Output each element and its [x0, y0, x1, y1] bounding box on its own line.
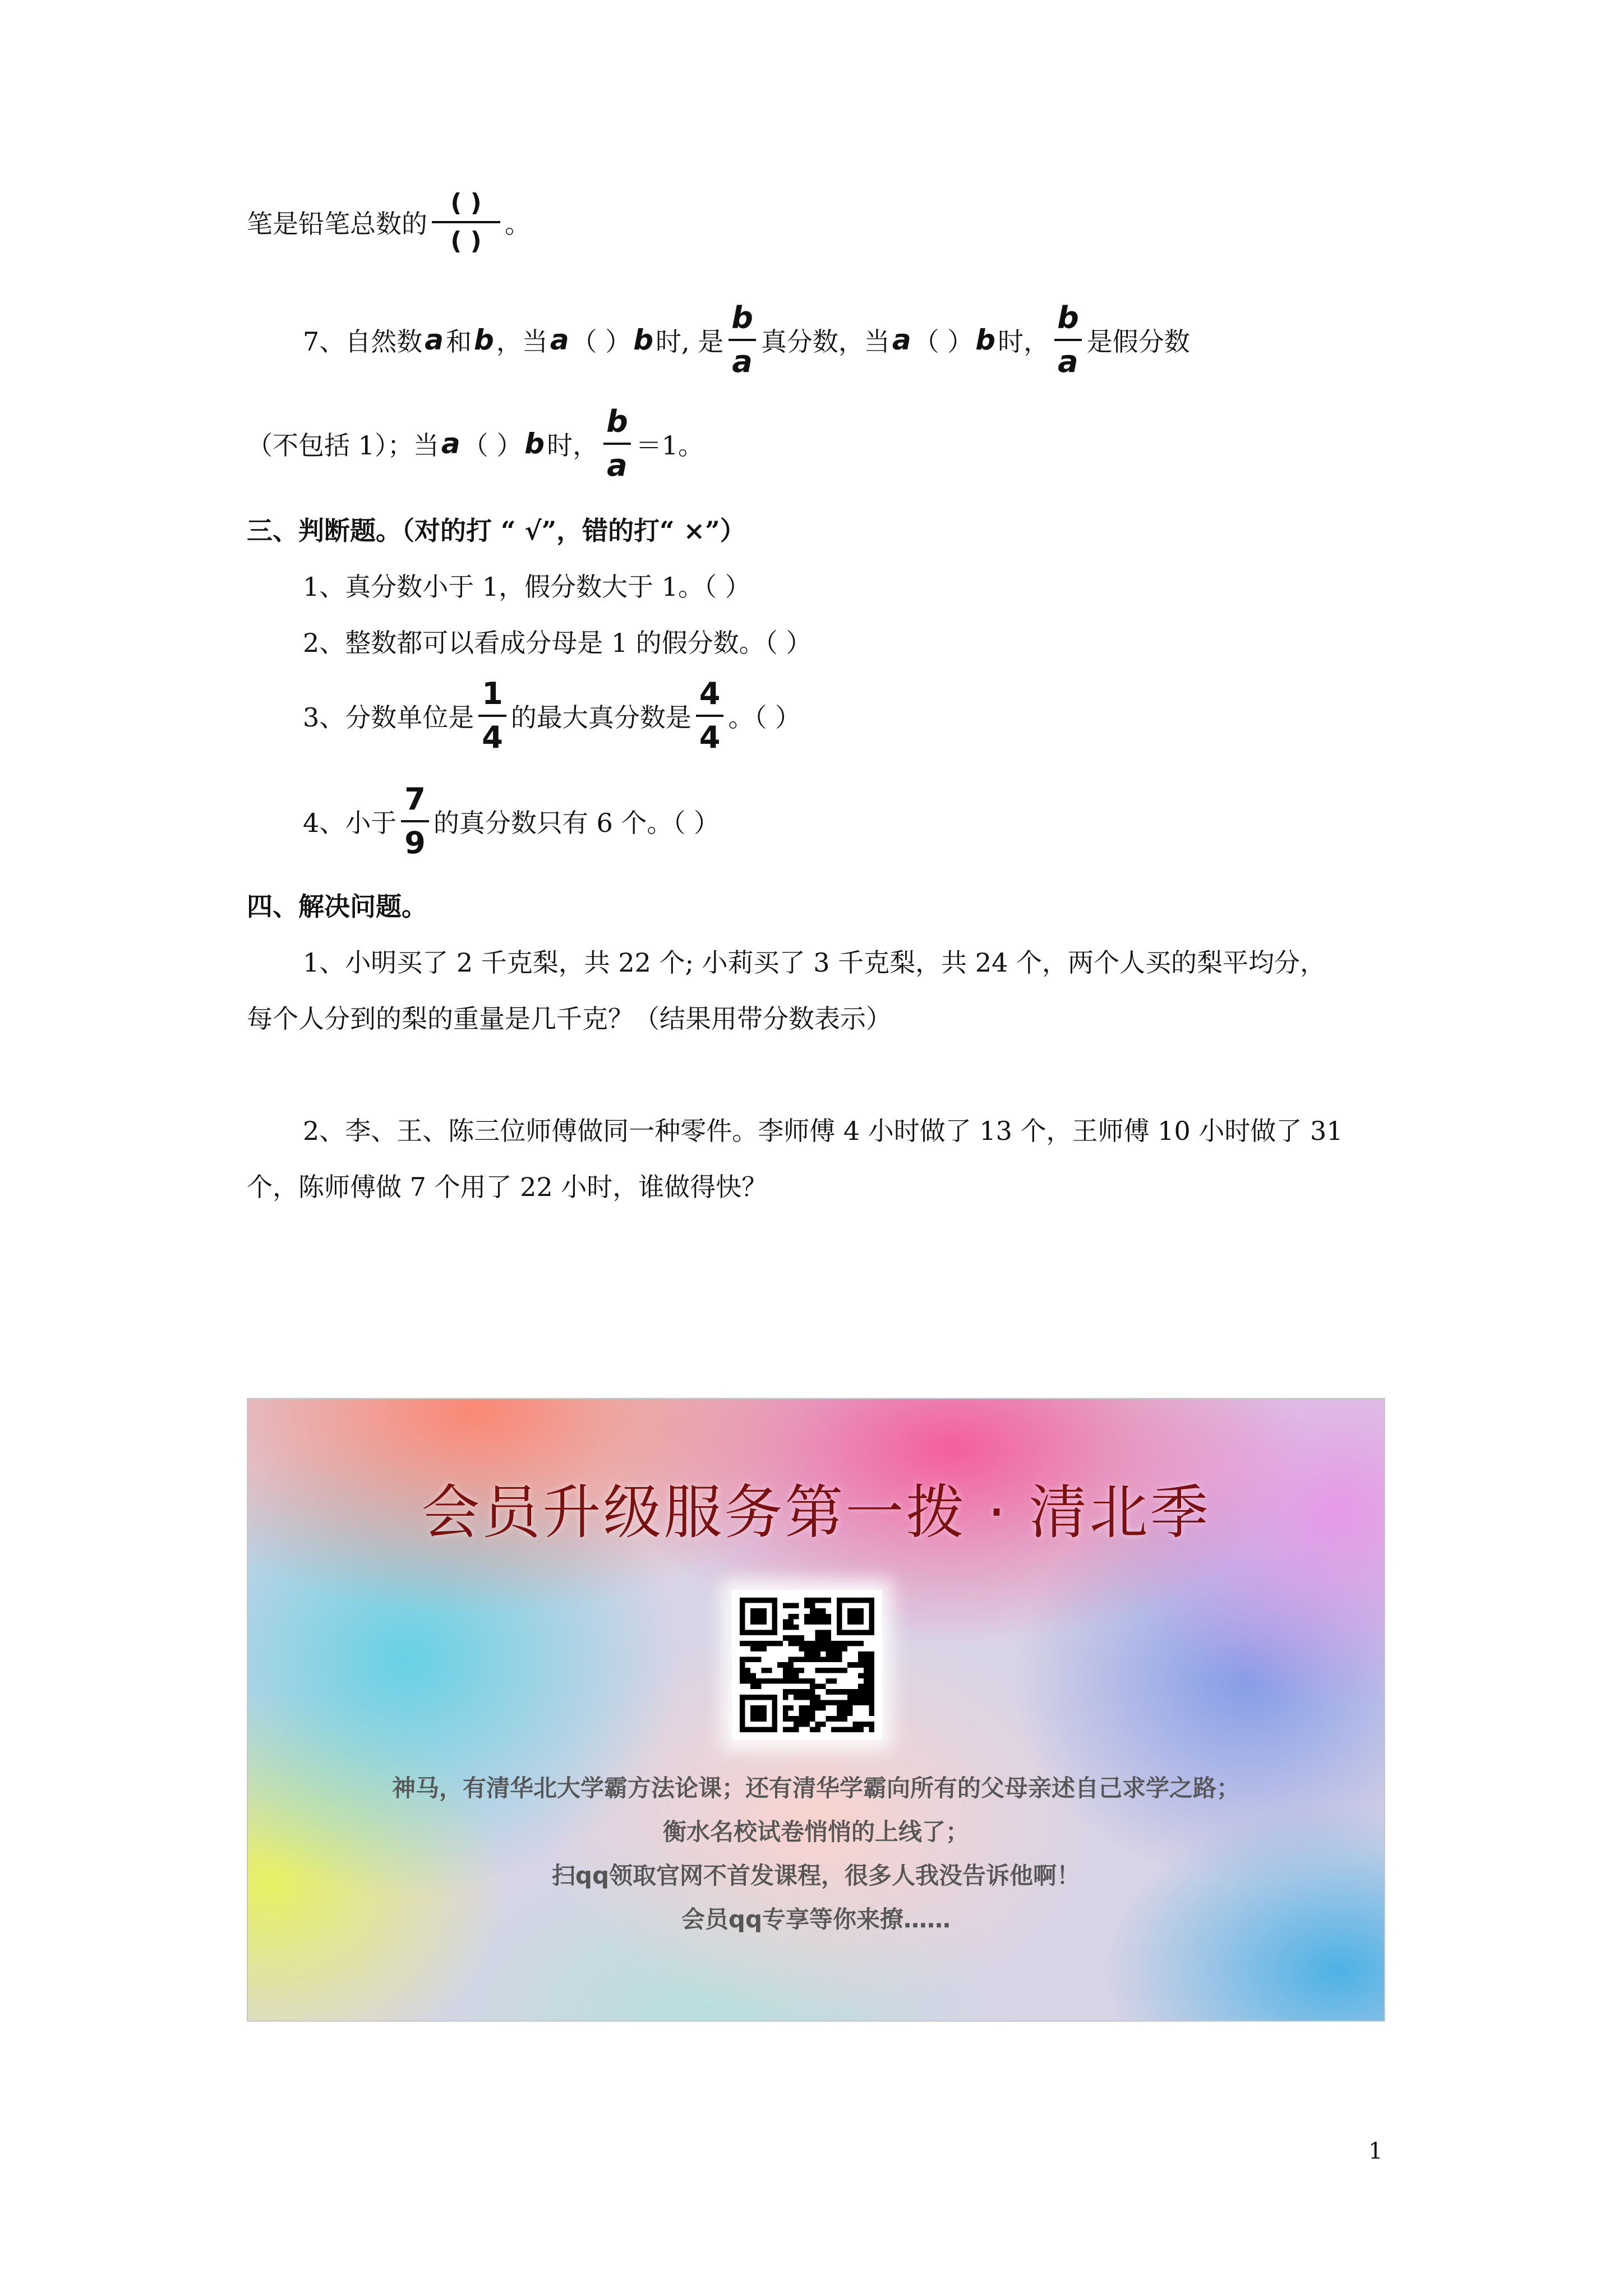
judge-item-4	[303, 781, 720, 861]
var-b: b	[633, 324, 653, 356]
fraction-numerator: 7	[404, 781, 426, 817]
fraction-b-over-a	[1054, 300, 1082, 379]
q7-text: 真分数，当	[760, 326, 890, 357]
q7-line2	[247, 404, 704, 483]
fraction-numerator: b	[606, 404, 628, 439]
blank-fraction	[432, 188, 500, 255]
q7-text: 时, 是	[656, 326, 724, 357]
fraction-denominator: a	[603, 443, 630, 481]
banner-line: 扫qq领取官网不首发课程，很多人我没告诉他啊！	[551, 1862, 1081, 1889]
blank-numerator: ( )	[450, 188, 482, 217]
q6-tail-text: 笔是铅笔总数的	[247, 209, 427, 239]
var-a: a	[892, 324, 911, 356]
q7-text: ＝1。	[635, 430, 704, 461]
item-text: 的最大真分数是	[510, 702, 691, 733]
section3-heading: 三、判断题。（对的打 “ √”，错的打“ ×”）	[247, 516, 746, 546]
answer-blank: （ ）	[571, 326, 631, 357]
qr-code-graphic	[740, 1598, 874, 1732]
fraction-denominator: 4	[696, 715, 724, 753]
fraction-4-4	[696, 676, 724, 755]
answer-blank: （ ）	[462, 430, 523, 461]
var-a: a	[441, 427, 460, 460]
judge-item-2: 2、整数都可以看成分母是 1 的假分数。（ ）	[303, 628, 812, 658]
section4-heading: 四、解决问题。	[247, 891, 427, 922]
item-text: 。（ ）	[728, 702, 801, 733]
banner-line: 衡水名校试卷悄悄的上线了；	[662, 1818, 969, 1846]
fraction-b-over-a	[728, 300, 757, 379]
fraction-denominator: 4	[478, 715, 506, 753]
q7-text: ，当	[496, 326, 548, 357]
fraction-denominator: a	[728, 339, 755, 377]
q7-text: 和	[446, 326, 472, 357]
var-a: a	[550, 324, 569, 356]
promo-banner	[247, 1398, 1385, 2022]
fraction-denominator: a	[1054, 339, 1081, 377]
problem1-line2: 每个人分到的梨的重量是几千克？（结果用带分数表示）	[247, 1004, 892, 1034]
q7-text: （不包括 1）；当	[247, 430, 439, 461]
fraction-1-4	[478, 676, 506, 755]
problem2-line1: 2、李、王、陈三位师傅做同一种零件。李师傅 4 小时做了 13 个，王师傅 10 小时做了 31	[303, 1116, 1343, 1146]
fraction-7-9	[401, 781, 429, 861]
banner-line: 会员qq专享等你来撩……	[681, 1906, 951, 1933]
banner-text	[248, 1766, 1384, 1941]
fraction-numerator: b	[731, 300, 753, 335]
item-text: 3、分数单位是	[303, 702, 474, 733]
problem1-line1: 1、小明买了 2 千克梨，共 22 个; 小莉买了 3 千克梨，共 24 个，两个人买的梨平均分，	[303, 947, 1326, 978]
fraction-b-over-a	[603, 404, 631, 483]
q7-text: 是假分数	[1086, 326, 1190, 357]
q7-text: 7、自然数	[303, 326, 423, 357]
fraction-numerator: 1	[482, 676, 503, 711]
var-b: b	[524, 427, 545, 460]
fraction-numerator: b	[1057, 300, 1079, 335]
judge-item-1: 1、真分数小于 1，假分数大于 1。（ ）	[303, 572, 751, 602]
judge-item-3	[303, 676, 801, 755]
var-a: a	[425, 324, 444, 356]
item-text: 的真分数只有 6 个。（ ）	[433, 808, 720, 838]
q7-text: 时，	[998, 326, 1050, 357]
q7-line1	[303, 300, 1190, 379]
q6-tail-line	[247, 188, 531, 255]
blank-denominator: ( )	[432, 221, 500, 254]
var-b: b	[975, 324, 996, 356]
var-b: b	[474, 324, 494, 356]
q6-tail-end: 。	[505, 209, 531, 239]
q7-text: 时，	[547, 430, 599, 461]
banner-line: 神马，有清华北大学霸方法论课；还有清华学霸向所有的父母亲述自己求学之路；	[391, 1774, 1240, 1802]
answer-blank: （ ）	[913, 326, 974, 357]
banner-title: 会员升级服务第一拨 · 清北季	[421, 1478, 1211, 1547]
qr-code-icon[interactable]	[732, 1590, 882, 1740]
fraction-numerator: 4	[699, 676, 721, 711]
problem2-line2: 个，陈师傅做 7 个用了 22 小时，谁做得快？	[247, 1172, 768, 1202]
fraction-denominator: 9	[401, 820, 429, 858]
item-text: 4、小于	[303, 808, 397, 838]
page-number: 1	[1368, 2138, 1383, 2164]
